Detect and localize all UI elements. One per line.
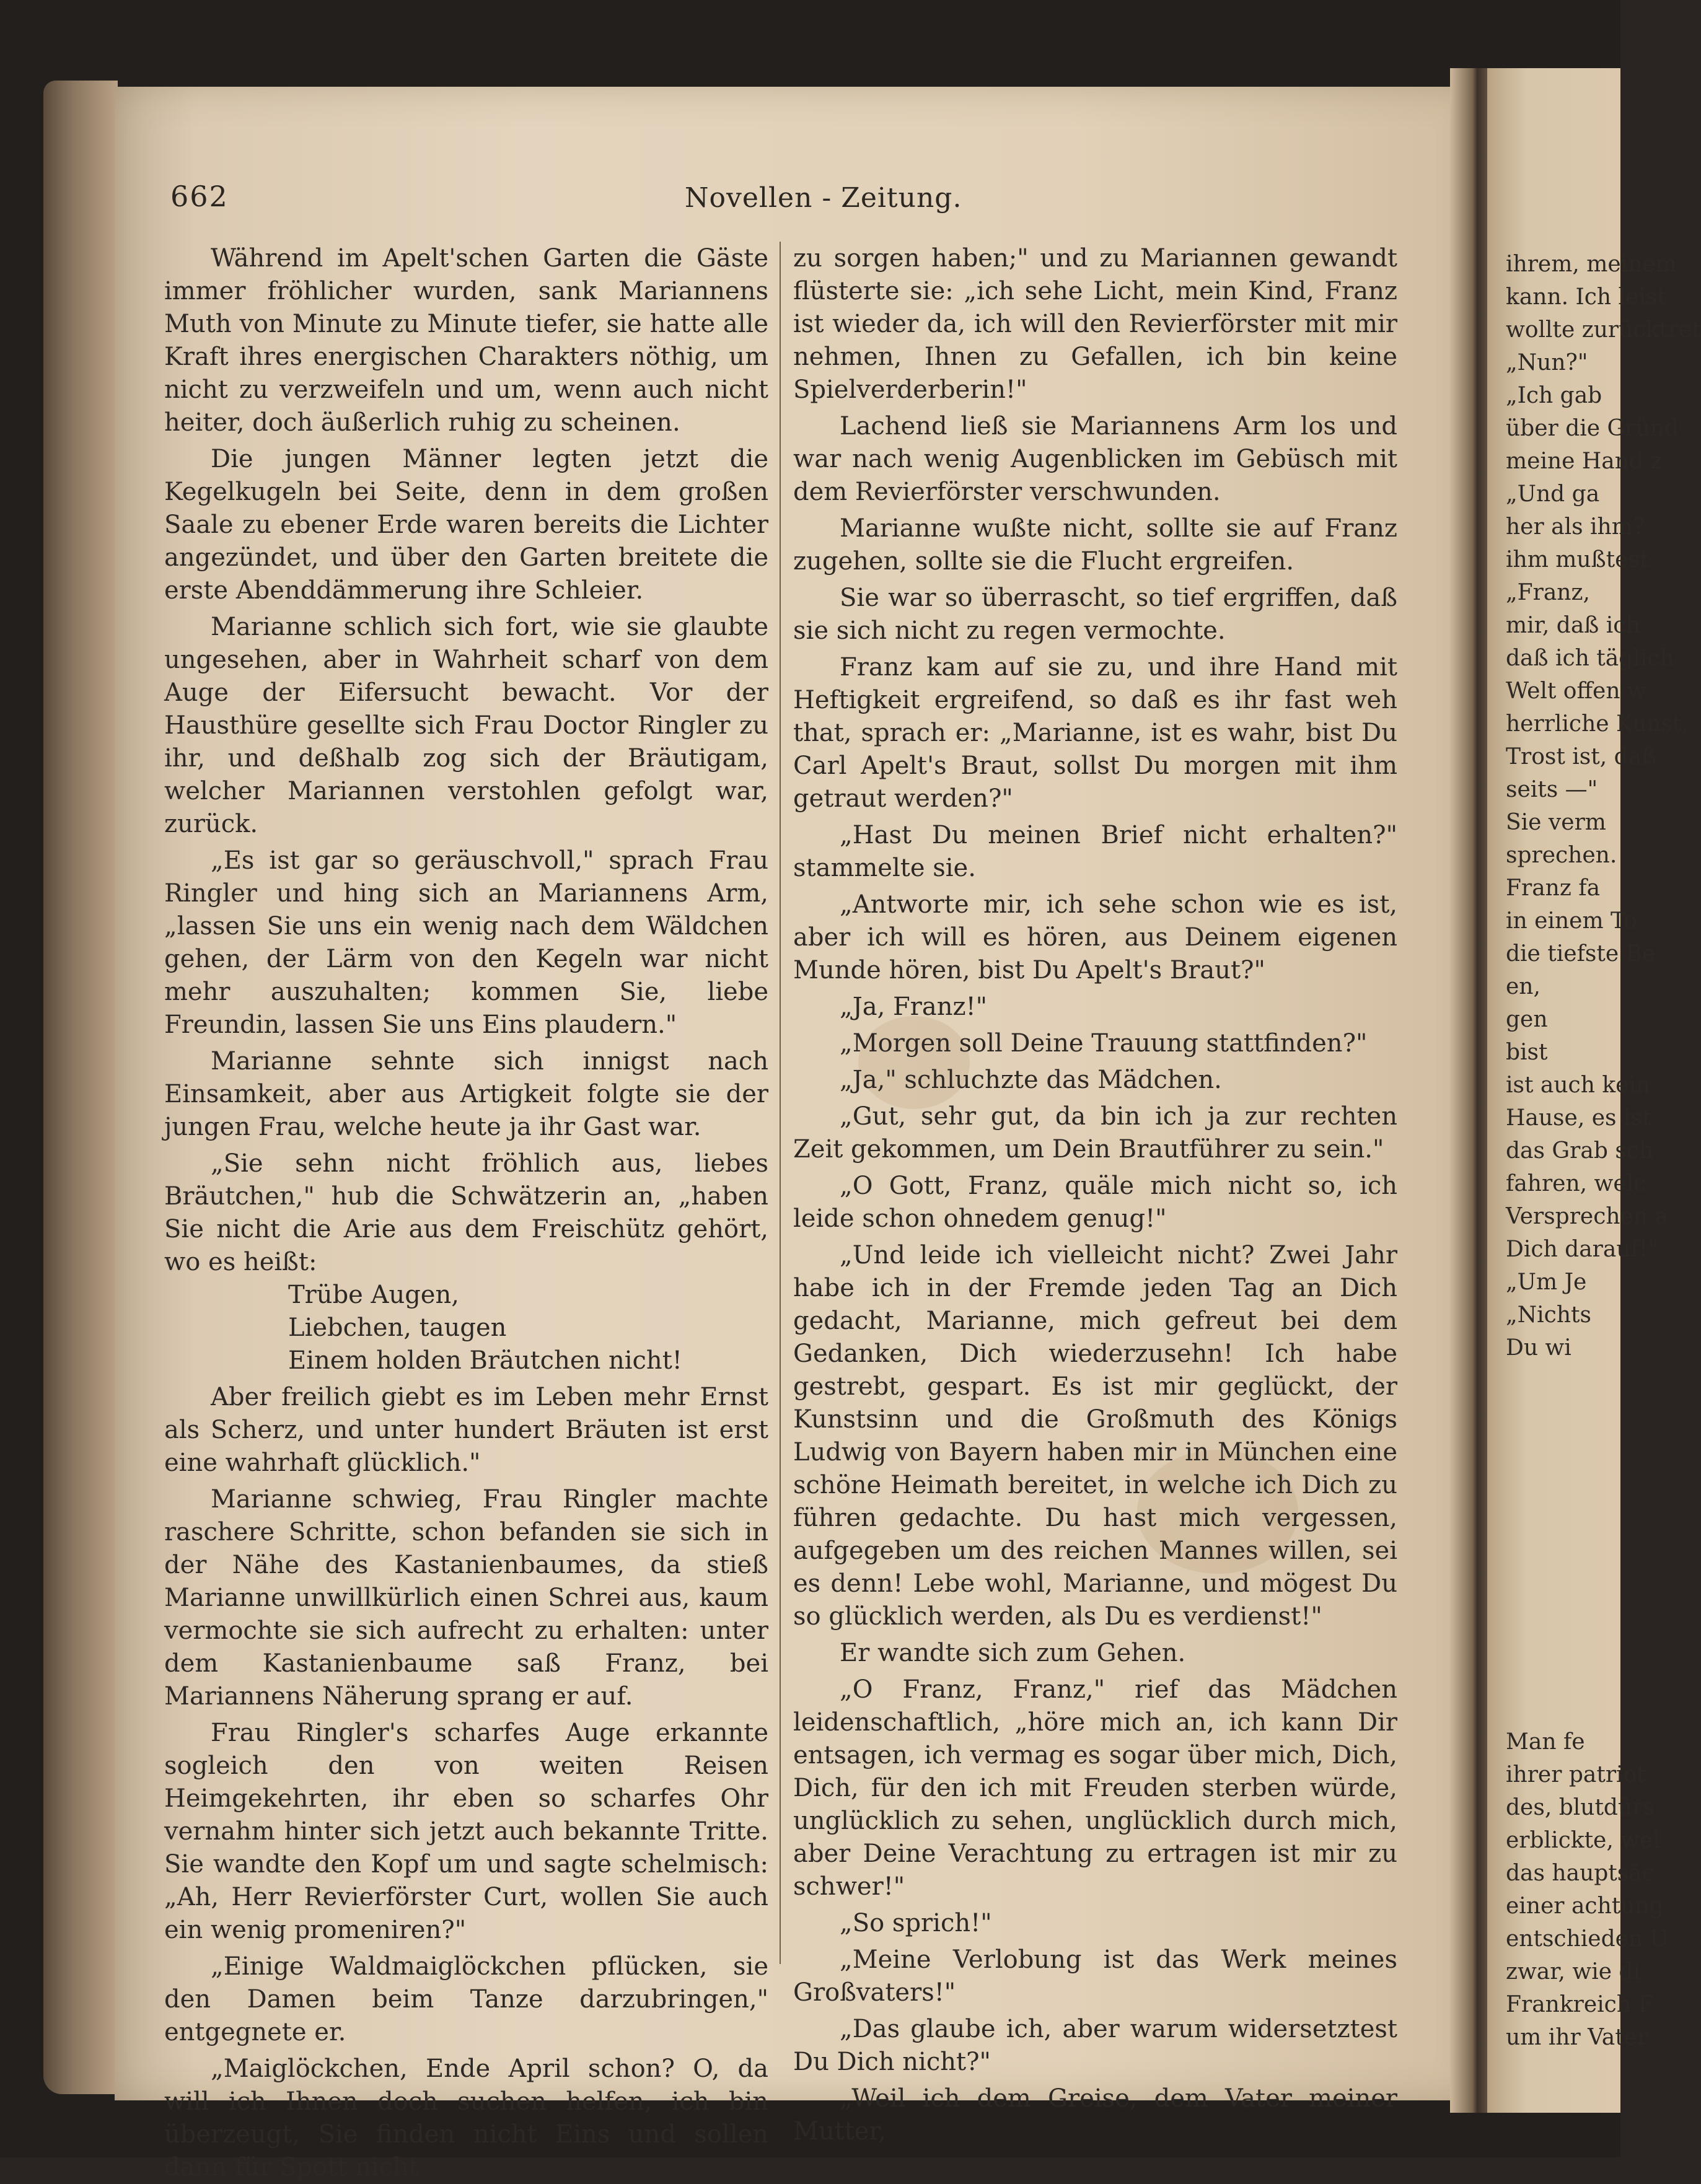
- next-page-line: [1506, 1496, 1630, 1528]
- next-page-line: en,: [1506, 974, 1541, 999]
- paragraph: Er wandte sich zum Gehen.: [840, 1639, 1186, 1667]
- paragraph: Lachend ließ sie Mariannens Arm los und war nach wenig Augenblicken im Gebüsch mit dem Revierförster verschwunden.: [793, 412, 1397, 506]
- paragraph: „O Franz, Franz," rief das Mädchen leidenschaftlich, „höre mich an, ich kann Dir entsagen, ich vermag es sogar über mich, Dich, Dich, für den ich mit Freuden sterben würde, unglücklich zu sehen, unglücklich durch mich, aber Deine Verachtung zu ertragen ist mir zu schwer!": [793, 1675, 1397, 1901]
- paragraph: „Morgen soll Deine Trauung stattfinden?": [840, 1029, 1368, 1058]
- next-page-line: meine Hand z: [1506, 449, 1663, 474]
- paragraph: „Das glaube ich, aber warum widersetztest Du Dich nicht?": [793, 2015, 1397, 2076]
- paragraph: Marianne schwieg, Frau Ringler machte raschere Schritte, schon befanden sie sich in der Nähe des Kastanienbaumes, da stieß Marianne unwillkürlich einen Schrei aus, kaum vermochte sie sich aufrecht zu erhalten: unter dem Kastanienbaume saß Franz, bei Mariannens Näherung sprang er auf.: [164, 1485, 768, 1711]
- next-page-line: die tiefste Be: [1506, 941, 1656, 967]
- next-page-line: wollte zurücktret: [1506, 317, 1701, 343]
- next-page-line: „Ich gab: [1506, 383, 1602, 408]
- next-page-line: [1506, 1463, 1630, 1496]
- next-page-line: kann. Ich leist: [1506, 284, 1666, 310]
- paragraph: Sie war so überrascht, so tief ergriffen, daß sie sich nicht zu regen vermochte.: [793, 584, 1397, 645]
- paragraph: „Weil ich dem Greise, dem Vater meiner Mutter,: [793, 2084, 1397, 2146]
- next-page-line: Du wi: [1506, 1335, 1571, 1361]
- book-page-edges: [43, 81, 118, 2094]
- paragraph: Frau Ringler's scharfes Auge erkannte sogleich den von weiten Reisen Heimgekehrten, ihr eben so scharfes Ohr vernahm hinter sich jetzt auch bekannte Tritte. Sie wandte den Kopf um und sagte schelmisch: „Ah, Herr Revierförster Curt, wollen Sie auch ein wenig promeniren?": [164, 1719, 768, 1944]
- paragraph: „Und leide ich vielleicht nicht? Zwei Jahr habe ich in der Fremde jeden Tag an Dich gedacht, Marianne, mich gefreut bei dem Gedanken, Dich wiederzusehn! Ich habe gestrebt, gespart. Es ist mir geglückt, der Kunstsinn und die Großmuth des Königs Ludwig von Bayern haben mir in München eine schöne Heimath bereitet, in welche ich Dich zu führen gedachte. Du hast mich vergessen, aufgegeben um des reichen Mannes willen, sei es denn! Lebe wohl, Marianne, und mögest Du so glücklich werden, als Du es verdienst!": [793, 1241, 1397, 1631]
- right-column: [793, 239, 1397, 2148]
- paragraph: zu sorgen haben;" und zu Mariannen gewandt flüsterte sie: „ich sehe Licht, mein Kind, Franz ist wieder da, ich will den Revierförster mit mir nehmen, Ihnen zu Gefallen, ich bin keine Spielverderberin!": [793, 244, 1397, 404]
- paragraph: Während im Apelt'schen Garten die Gäste immer fröhlicher wurden, sank Mariannens Muth von Minute zu Minute tiefer, sie hatte alle Kraft ihres energischen Charakters nöthig, um nicht zu verzweifeln und um, wenn auch nicht heiter, doch äußerlich ruhig zu scheinen.: [164, 244, 768, 437]
- next-page-line: Dich darauf!": [1506, 1237, 1658, 1262]
- next-page-line: um ihr Vater: [1506, 2025, 1648, 2050]
- poem-line: Einem holden Bräutchen nicht!: [288, 1346, 682, 1375]
- paragraph: „O Gott, Franz, quäle mich nicht so, ich leide schon ohnedem genug!": [793, 1172, 1397, 1233]
- next-page-line: erblickte, wel: [1506, 1828, 1660, 1853]
- next-page-line: „Nun?": [1506, 350, 1588, 375]
- next-page-line: „Nichts: [1506, 1302, 1591, 1328]
- next-page-line: ihrem, meinem: [1506, 252, 1677, 277]
- paragraph: „Ja," schluchzte das Mädchen.: [840, 1066, 1222, 1094]
- paragraph: Marianne wußte nicht, sollte sie auf Franz zugehen, sollte sie die Flucht ergreifen.: [793, 514, 1397, 576]
- poem: [164, 1279, 768, 1377]
- column-divider: [780, 242, 781, 1964]
- paragraph: „Meine Verlobung ist das Werk meines Großvaters!": [793, 1945, 1397, 2007]
- paragraph: „Gut, sehr gut, da bin ich ja zur rechten Zeit gekommen, um Dein Brautführer zu sein.": [793, 1102, 1397, 1164]
- paragraph: „Hast Du meinen Brief nicht erhalten?" stammelte sie.: [793, 821, 1397, 882]
- next-page-line: fahren, welc: [1506, 1171, 1646, 1196]
- next-page-line: [1506, 1364, 1630, 1397]
- next-page-line: ist auch kein: [1506, 1072, 1651, 1098]
- next-page-line: Welt offen w: [1506, 678, 1646, 704]
- next-page-line: [1506, 1627, 1630, 1660]
- next-page-line: [1506, 1528, 1630, 1561]
- next-page-line: [1506, 1693, 1630, 1726]
- poem-line: Trübe Augen,: [288, 1281, 459, 1309]
- page-number: 662: [170, 180, 229, 213]
- next-page-line: des, blutdürs: [1506, 1795, 1655, 1820]
- next-page-line: her als ihm?: [1506, 514, 1645, 540]
- next-page-line: in einem To: [1506, 908, 1637, 934]
- paragraph: „Antworte mir, ich sehe schon wie es ist, aber ich will es hören, aus Deinem eigenen Munde hören, bist Du Apelt's Braut?": [793, 890, 1397, 985]
- paragraph: Aber freilich giebt es im Leben mehr Ernst als Scherz, und unter hundert Bräuten ist erst eine wahrhaft glücklich.": [164, 1383, 768, 1477]
- poem-line: Liebchen, taugen: [288, 1313, 507, 1342]
- next-page-line: daß ich täglich: [1506, 646, 1674, 671]
- page-header: [170, 180, 1410, 229]
- paragraph: „Einige Waldmaiglöckchen pflücken, sie den Damen beim Tanze darzubringen," entgegnete er.: [164, 1952, 768, 2046]
- next-page-line: zwar, wie di: [1506, 1959, 1641, 1984]
- next-page-column: [1506, 248, 1701, 2054]
- paragraph: „Es ist gar so geräuschvoll," sprach Frau Ringler und hing sich an Mariannens Arm, „lassen Sie uns ein wenig nach dem Wäldchen gehen, der Lärm von den Kegeln war nicht mehr auszuhalten; kommen Sie, liebe Freundin, lassen Sie uns Eins plaudern.": [164, 846, 768, 1039]
- paragraph: „Maiglöckchen, Ende April schon? O, da will ich Ihnen doch suchen helfen, ich bin überzeugt, Sie finden nicht Eins und sollen dann für Spott nicht: [164, 2055, 768, 2182]
- next-page-line: sprechen.: [1506, 843, 1617, 868]
- paragraph: Marianne sehnte sich innigst nach Einsamkeit, aber aus Artigkeit folgte sie der jungen Frau, welche heute ja ihr Gast war.: [164, 1047, 768, 1141]
- paragraph: Die jungen Männer legten jetzt die Kegelkugeln bei Seite, denn in dem großen Saale zu ebener Erde waren bereits die Lichter angezündet, und über den Garten breitete die erste Abenddämmerung ihre Schleier.: [164, 445, 768, 605]
- next-page-line: entschieden U: [1506, 1926, 1669, 1952]
- next-page-line: herrliche Kunst,: [1506, 711, 1689, 737]
- paragraph: „So sprich!": [840, 1909, 992, 1937]
- running-head: Novellen - Zeitung.: [685, 182, 962, 214]
- next-page-line: „Um Je: [1506, 1270, 1587, 1295]
- paragraph: „Ja, Franz!": [840, 993, 988, 1021]
- next-page-line: [1506, 1430, 1630, 1463]
- paragraph: Marianne schlich sich fort, wie sie glaubte ungesehen, aber in Wahrheit scharf von dem Auge der Eifersucht bewacht. Vor der Hausthüre gesellte sich Frau Doctor Ringler zu ihr, und deßhalb zog sich der Bräutigam, welcher Mariannen verstohlen gefolgt war, zurück.: [164, 613, 768, 838]
- next-page-line: Trost ist, daß: [1506, 744, 1657, 770]
- left-column: [164, 239, 768, 2184]
- next-page-line: „Franz,: [1506, 580, 1590, 605]
- next-page-line: seits —": [1506, 777, 1598, 802]
- next-page-line: das hauptsäc: [1506, 1861, 1655, 1886]
- next-page-line: gen: [1506, 1007, 1548, 1032]
- paragraph: „Sie sehn nicht fröhlich aus, liebes Bräutchen," hub die Schwätzerin an, „haben Sie nicht die Arie aus dem Freischütz gehört, wo es heißt:: [164, 1149, 768, 1276]
- next-page-line: Sie verm: [1506, 810, 1606, 835]
- next-page-line: mir, daß ich: [1506, 613, 1640, 638]
- next-page-line: über die Gründ: [1506, 416, 1679, 441]
- next-page-line: ihm mußtest: [1506, 547, 1649, 572]
- next-page-line: das Grab sch: [1506, 1138, 1654, 1164]
- next-page-line: Versprechen a: [1506, 1204, 1668, 1229]
- next-page-line: Hause, es ist: [1506, 1105, 1651, 1131]
- paragraph: Franz kam auf sie zu, und ihre Hand mit Heftigkeit ergreifend, so daß es ihr fast weh that, sprach er: „Marianne, ist es wahr, bist Du Carl Apelt's Braut, sollst Du morgen mit ihm getraut werden?": [793, 653, 1397, 813]
- next-page-line: [1506, 1594, 1630, 1627]
- next-page-line: [1506, 1561, 1630, 1594]
- next-page-line: „Und ga: [1506, 481, 1600, 507]
- next-page-line: bist: [1506, 1040, 1548, 1065]
- next-page-line: [1506, 1397, 1630, 1430]
- next-page-line: Man fe: [1506, 1729, 1585, 1755]
- next-page-line: ihrer patriot: [1506, 1762, 1646, 1787]
- next-page-line: Franz fa: [1506, 875, 1601, 901]
- next-page-line: [1506, 1660, 1630, 1693]
- next-page-line: einer achtung: [1506, 1893, 1664, 1919]
- next-page-line: Frankreich F: [1506, 1992, 1654, 2017]
